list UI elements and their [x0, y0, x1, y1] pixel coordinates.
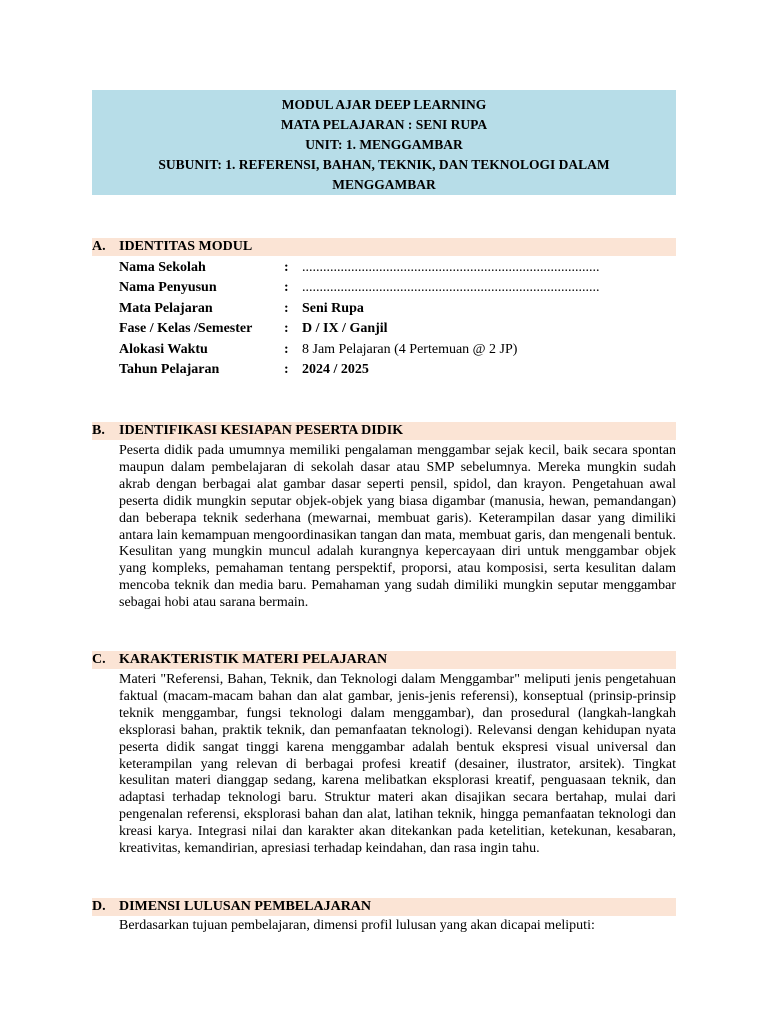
section-d-title: DIMENSI LULUSAN PEMBELAJARAN [119, 899, 372, 914]
identity-label: Alokasi Waktu [119, 341, 208, 357]
identity-value: D / IX / Ganjil [302, 321, 388, 337]
section-b-title: IDENTIFIKASI KESIAPAN PESERTA DIDIK [119, 423, 404, 438]
subunit-title: SUBUNIT: 1. REFERENSI, BAHAN, TEKNIK, DAN TEKNOLOGI DALAM MENGGAMBAR [158, 157, 610, 192]
identity-value: Seni Rupa [302, 300, 364, 316]
section-c-paragraph: Materi "Referensi, Bahan, Teknik, dan Teknologi dalam Menggambar" meliputi jenis pengetahuan faktual (macam-macam bahan dan alat gambar, jenis-jenis referensi), konseptual (prinsip-prinsip teknik menggambar, fungsi teknologi dalam menggambar), dan prosedural (langkah-langkah eksplorasi bahan, praktik teknik, dan pemanfaatan teknologi). Relevansi dengan kehidupan nyata peserta didik sangat tinggi karena menggambar adalah bentuk ekspresi visual universal dan keterampilan yang relevan di berbagai profesi kreatif (desainer, ilustrator, arsitek). Tingkat kesulitan materi dianggap sedang, karena melibatkan eksplorasi kreatif, penguasaan teknik, dan adaptasi terhadap teknologi baru. Struktur materi akan disajikan secara bertahap, mulai dari pengenalan referensi, eksplorasi bahan dan alat, latihan teknik, hingga pemanfaatan teknologi dan kreasi karya. Integrasi nilai dan karakter akan ditekankan pada ketelitian, ketekunan, kesabaran, kreativitas, kemandirian, apresiasi terhadap keindahan, dan rasa ingin tahu. [119, 672, 676, 857]
identity-label: Nama Penyusun [119, 280, 217, 296]
module-title-box [92, 90, 676, 195]
identity-label: Tahun Pelajaran [119, 361, 220, 377]
section-c-letter: C. [92, 652, 106, 667]
section-d-paragraph: Berdasarkan tujuan pembelajaran, dimensi profil lulusan yang akan dicapai meliputi: [119, 918, 595, 933]
identity-value: 2024 / 2025 [302, 361, 369, 377]
section-a-heading [92, 238, 676, 256]
identity-colon: : [284, 341, 289, 357]
section-d-letter: D. [92, 899, 106, 914]
identity-value: ..................................................................................... [302, 280, 600, 296]
identity-label: Fase / Kelas /Semester [119, 321, 253, 337]
identity-label: Mata Pelajaran [119, 300, 213, 316]
identity-colon: : [284, 321, 289, 337]
module-title: MODUL AJAR DEEP LEARNING [281, 97, 487, 112]
unit-title: UNIT: 1. MENGGAMBAR [305, 137, 463, 152]
identity-colon: : [284, 260, 289, 275]
section-a-letter: A. [92, 239, 106, 254]
section-c-heading [92, 651, 676, 669]
section-b-letter: B. [92, 423, 105, 438]
identity-value: ..................................................................................... [302, 260, 600, 275]
identity-colon: : [284, 280, 289, 296]
section-b-paragraph: Peserta didik pada umumnya memiliki pengalaman menggambar sejak kecil, baik secara spontan maupun dalam pembelajaran di sekolah dasar atau SMP sebelumnya. Mereka mungkin sudah akrab dengan berbagai alat gambar dasar seperti pensil, spidol, dan krayon. Pengetahuan awal peserta didik mungkin seputar objek-objek yang biasa digambar (manusia, hewan, pemandangan) dan beberapa teknik sederhana (mewarnai, membuat garis). Keterampilan dasar yang dimiliki antara lain kemampuan mengoordinasikan tangan dan mata, membuat garis, dan mengenali bentuk. Kesulitan yang mungkin muncul adalah kurangnya kepercayaan diri untuk menggambar objek yang kompleks, pemahaman tentang perspektif, proporsi, atau komposisi, serta kesulitan dalam mencoba teknik dan media baru. Pemahaman yang sudah dimiliki mungkin seputar menggambar sebagai hobi atau sarana bermain. [119, 443, 676, 611]
section-a-title: IDENTITAS MODUL [119, 239, 253, 254]
subject-title: MATA PELAJARAN : SENI RUPA [280, 117, 488, 132]
section-b-heading [92, 422, 676, 440]
section-d-heading [92, 898, 676, 916]
identity-colon: : [284, 361, 289, 377]
section-c-title: KARAKTERISTIK MATERI PELAJARAN [119, 652, 388, 667]
identity-colon: : [284, 300, 289, 316]
identity-value: 8 Jam Pelajaran (4 Pertemuan @ 2 JP) [302, 341, 518, 357]
identity-label: Nama Sekolah [119, 260, 206, 275]
